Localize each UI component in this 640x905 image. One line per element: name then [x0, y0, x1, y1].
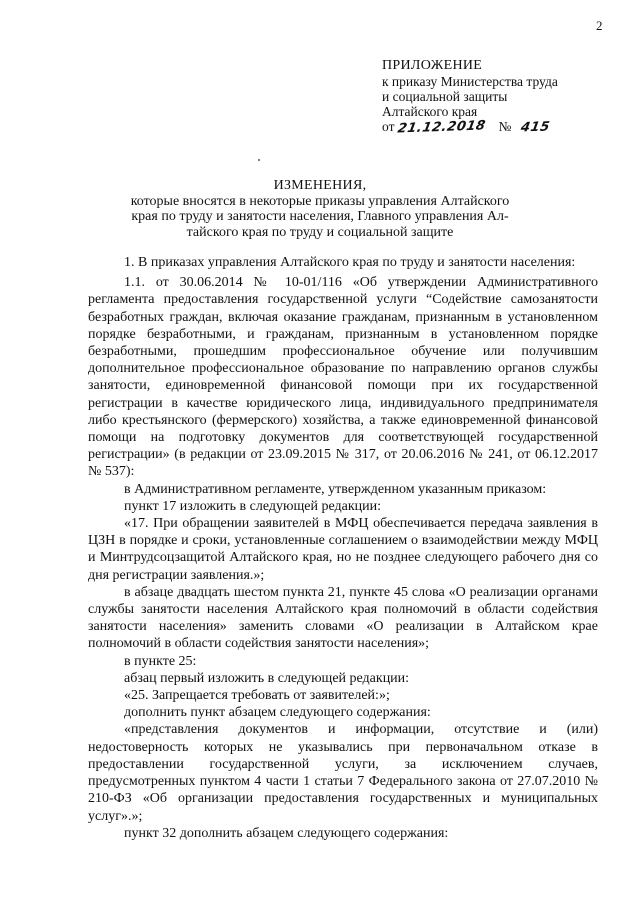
order-prefix: от — [382, 119, 395, 134]
paragraph: «представления документов и информации, отсутствие и (или) недостоверность которых не указывались при первоначальном отказе в предоставлении государственной услуги, за исключением случаев, предусмотренных пунктом 4 части 1 статьи 7 Федерального закона от 27.07.2010 № 210-ФЗ «Об организации предоставления государственных и муниципальных услуг».»; — [88, 722, 598, 824]
number-sign: № — [498, 119, 512, 134]
paragraph: пункт 32 дополнить абзацем следующего содержания: — [124, 825, 449, 841]
paragraph: в Административном регламенте, утвержденном указанным приказом: — [124, 481, 547, 497]
title-block — [100, 178, 540, 240]
appendix-block — [382, 58, 558, 135]
paragraph: дополнить пункт абзацем следующего содержания: — [124, 705, 431, 721]
title-line: края по труду и занятости населения, Главного управления Ал- — [131, 209, 509, 224]
order-number-handwritten: 415 — [519, 119, 551, 136]
paragraph: в абзаце двадцать шестом пункта 21, пункте 45 слова «О реализации органами службы занятости населения Алтайского края полномочий в области содействия занятости населения» заменить словами «О реализации в Алтайском крае полномочий в области содействия занятости населения»; — [88, 584, 598, 652]
document-title: ИЗМЕНЕНИЯ, — [273, 178, 367, 193]
paragraph: пункт 17 изложить в следующей редакции: — [124, 498, 381, 514]
paragraph: «17. При обращении заявителей в МФЦ обеспечивается передача заявления в ЦЗН в порядке и сроки, установленные соглашением о взаимодействии между МФЦ и Минтрудсоцзащитой Алтайского края, но не позднее следующего рабочего дня со дня регистрации заявления.»; — [88, 516, 598, 583]
title-line: тайского края по труду и социальной защите — [186, 224, 454, 240]
title-line: которые вносятся в некоторые приказы управления Алтайского — [130, 193, 510, 209]
paragraph: 1.1. от 30.06.2014 № 10-01/116 «Об утверждении Административного регламента предоставления государственной услуги “Содействие самозанятости безработных граждан, включая оказание гражданам, признанным в установленном порядке безработными, и гражданам, признанным в установленном порядке безработными, прошедшим профессиональное обучение или получившим дополнительное профессиональное образование по направлению органов службы занятости, единовременной финансовой помощи при их государственной регистрации в качестве юридического лица, индивидуального предпринимателя либо крестьянского (фермерского) хозяйства, а также единовременной финансовой помощи на подготовку документов для соответствующей государственной регистрации» (в редакции от 23.09.2015 № 317, от 20.06.2016 № 241, от 06.12.2017 № 537): — [88, 275, 598, 480]
appendix-line: и социальной защиты — [382, 89, 508, 104]
page-number: 2 — [596, 18, 603, 33]
appendix-line: Алтайского края — [382, 104, 478, 119]
appendix-line: к приказу Министерства труда — [382, 74, 558, 89]
order-date-handwritten: 21.12.2018 — [396, 118, 487, 137]
paragraph: в пункте 25: — [124, 653, 197, 669]
scan-speck — [258, 159, 260, 161]
paragraph: абзац первый изложить в следующей редакции: — [124, 670, 410, 686]
paragraph: 1. В приказах управления Алтайского края по труду и занятости населения: — [124, 255, 576, 270]
paragraph: «25. Запрещается требовать от заявителей:»; — [124, 688, 390, 704]
appendix-title: ПРИЛОЖЕНИЕ — [382, 58, 483, 73]
document-body — [88, 254, 598, 842]
order-line — [382, 119, 558, 135]
